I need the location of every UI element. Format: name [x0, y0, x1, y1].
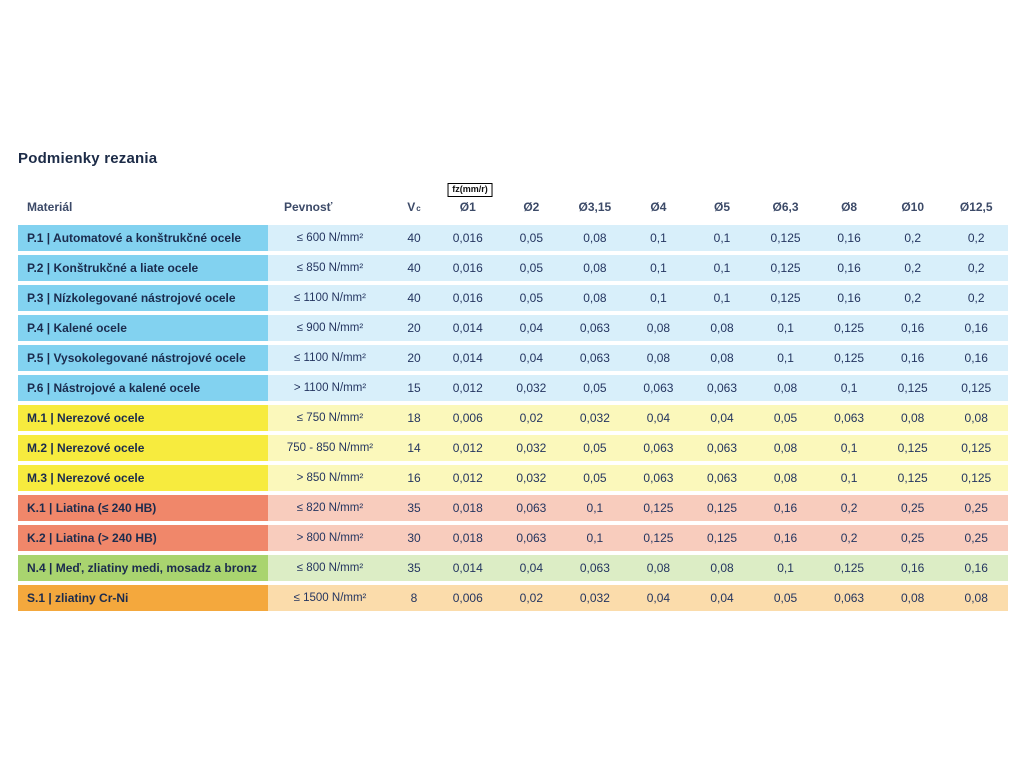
feed-value-cell: 0,1: [817, 435, 881, 461]
feed-value-cell: 0,006: [436, 585, 500, 611]
vc-cell: 20: [392, 345, 436, 371]
feed-value-cell: 0,05: [754, 585, 818, 611]
feed-value-cell: 0,125: [944, 435, 1008, 461]
feed-value-cell: 0,012: [436, 465, 500, 491]
feed-value-cell: 0,16: [881, 315, 945, 341]
feed-value-cell: 0,2: [881, 255, 945, 281]
header-vc: [392, 183, 436, 217]
strength-cell: ≤ 900 N/mm²: [268, 315, 392, 341]
header-diameter-2: Ø2: [523, 200, 540, 214]
strength-cell: ≤ 850 N/mm²: [268, 255, 392, 281]
header-diameter-6: Ø6,3: [772, 200, 799, 214]
table-row: [18, 435, 1008, 461]
vc-cell: 18: [392, 405, 436, 431]
material-cell: P.1 | Automatové a konštrukčné ocele: [18, 225, 268, 251]
table-row: [18, 525, 1008, 551]
strength-cell: ≤ 1500 N/mm²: [268, 585, 392, 611]
feed-value-cell: 0,1: [754, 315, 818, 341]
header-material: Materiál: [27, 200, 73, 214]
header-diameter-3: Ø3,15: [578, 200, 612, 214]
feed-value-cell: 0,016: [436, 225, 500, 251]
feed-value-cell: 0,125: [690, 495, 754, 521]
feed-value-cell: 0,032: [500, 375, 564, 401]
feed-value-cell: 0,1: [563, 525, 627, 551]
feed-value-cell: 0,032: [563, 585, 627, 611]
feed-value-cell: 0,16: [754, 525, 818, 551]
table-row: [18, 555, 1008, 581]
feed-value-cell: 0,063: [817, 405, 881, 431]
feed-value-cell: 0,08: [881, 405, 945, 431]
material-cell: M.3 | Nerezové ocele: [18, 465, 268, 491]
feed-value-cell: 0,2: [881, 225, 945, 251]
feed-value-cell: 0,08: [563, 255, 627, 281]
feed-value-cell: 0,032: [563, 405, 627, 431]
feed-value-cell: 0,08: [627, 555, 691, 581]
feed-value-cell: 0,05: [563, 435, 627, 461]
header-diameter-label: Ø1: [459, 200, 476, 214]
table-row: [18, 315, 1008, 341]
feed-value-cell: 0,063: [500, 525, 564, 551]
header-diameter-5: Ø5: [713, 200, 730, 214]
feed-value-cell: 0,08: [627, 315, 691, 341]
material-cell: P.5 | Vysokolegované nástrojové ocele: [18, 345, 268, 371]
strength-cell: > 1100 N/mm²: [268, 375, 392, 401]
feed-value-cell: 0,014: [436, 315, 500, 341]
feed-value-cell: 0,125: [754, 255, 818, 281]
feed-value-cell: 0,08: [754, 465, 818, 491]
feed-value-cell: 0,02: [500, 405, 564, 431]
feed-value-cell: 0,25: [944, 495, 1008, 521]
feed-value-cell: 0,016: [436, 255, 500, 281]
header-strength: Pevnosť: [284, 200, 333, 214]
feed-value-cell: 0,08: [690, 345, 754, 371]
vc-cell: 8: [392, 585, 436, 611]
vc-cell: 16: [392, 465, 436, 491]
feed-value-cell: 0,014: [436, 555, 500, 581]
feed-value-cell: 0,16: [944, 555, 1008, 581]
feed-value-cell: 0,16: [881, 555, 945, 581]
feed-value-cell: 0,16: [881, 345, 945, 371]
feed-value-cell: 0,02: [500, 585, 564, 611]
feed-value-cell: 0,04: [627, 585, 691, 611]
feed-value-cell: 0,125: [754, 225, 818, 251]
feed-value-cell: 0,125: [817, 345, 881, 371]
feed-value-cell: 0,04: [500, 555, 564, 581]
feed-value-cell: 0,04: [690, 585, 754, 611]
feed-value-cell: 0,032: [500, 435, 564, 461]
feed-value-cell: 0,2: [944, 225, 1008, 251]
feed-value-cell: 0,012: [436, 375, 500, 401]
feed-value-cell: 0,018: [436, 525, 500, 551]
header-diameter-9: Ø12,5: [959, 200, 993, 214]
feed-value-cell: 0,04: [500, 315, 564, 341]
table-row: [18, 585, 1008, 611]
feed-value-cell: 0,05: [500, 255, 564, 281]
feed-value-cell: 0,012: [436, 435, 500, 461]
feed-value-cell: 0,25: [881, 495, 945, 521]
vc-cell: 20: [392, 315, 436, 341]
feed-value-cell: 0,08: [690, 315, 754, 341]
feed-value-cell: 0,063: [690, 435, 754, 461]
feed-value-cell: 0,125: [627, 495, 691, 521]
feed-value-cell: 0,063: [563, 315, 627, 341]
feed-value-cell: 0,16: [817, 225, 881, 251]
feed-value-cell: 0,1: [690, 255, 754, 281]
feed-value-cell: 0,05: [500, 225, 564, 251]
feed-value-cell: 0,08: [563, 285, 627, 311]
feed-value-cell: 0,2: [881, 285, 945, 311]
cutting-conditions-table: [18, 183, 1008, 611]
feed-value-cell: 0,16: [944, 345, 1008, 371]
feed-value-cell: 0,08: [754, 375, 818, 401]
material-cell: K.2 | Liatina (> 240 HB): [18, 525, 268, 551]
feed-value-cell: 0,063: [627, 375, 691, 401]
table-row: [18, 255, 1008, 281]
vc-cell: 35: [392, 495, 436, 521]
vc-cell: 15: [392, 375, 436, 401]
vc-cell: 40: [392, 225, 436, 251]
material-cell: S.1 | zliatiny Cr-Ni: [18, 585, 268, 611]
feed-value-cell: 0,1: [817, 375, 881, 401]
feed-value-cell: 0,04: [690, 405, 754, 431]
table-row: [18, 495, 1008, 521]
feed-value-cell: 0,25: [881, 525, 945, 551]
feed-value-cell: 0,2: [817, 525, 881, 551]
table-row: [18, 345, 1008, 371]
feed-value-cell: 0,063: [563, 555, 627, 581]
material-cell: P.4 | Kalené ocele: [18, 315, 268, 341]
material-cell: P.3 | Nízkolegované nástrojové ocele: [18, 285, 268, 311]
feed-value-cell: 0,063: [627, 465, 691, 491]
vc-cell: 35: [392, 555, 436, 581]
feed-value-cell: 0,08: [563, 225, 627, 251]
vc-cell: 40: [392, 285, 436, 311]
material-cell: P.2 | Konštrukčné a liate ocele: [18, 255, 268, 281]
feed-value-cell: 0,063: [690, 465, 754, 491]
strength-cell: ≤ 1100 N/mm²: [268, 285, 392, 311]
feed-value-cell: 0,16: [754, 495, 818, 521]
feed-value-cell: 0,08: [754, 435, 818, 461]
strength-cell: ≤ 600 N/mm²: [268, 225, 392, 251]
header-diameter-8: Ø10: [901, 200, 924, 214]
feed-value-cell: 0,2: [817, 495, 881, 521]
table-row: [18, 465, 1008, 491]
strength-cell: ≤ 800 N/mm²: [268, 555, 392, 581]
strength-cell: ≤ 1100 N/mm²: [268, 345, 392, 371]
feed-value-cell: 0,125: [627, 525, 691, 551]
feed-value-cell: 0,08: [944, 405, 1008, 431]
strength-cell: ≤ 750 N/mm²: [268, 405, 392, 431]
feed-value-cell: 0,125: [817, 555, 881, 581]
feed-value-cell: 0,04: [627, 405, 691, 431]
material-cell: N.4 | Meď, zliatiny medi, mosadz a bronz: [18, 555, 268, 581]
table-row: [18, 285, 1008, 311]
strength-cell: > 850 N/mm²: [268, 465, 392, 491]
feed-value-cell: 0,1: [627, 255, 691, 281]
feed-value-cell: 0,05: [563, 465, 627, 491]
feed-value-cell: 0,05: [563, 375, 627, 401]
table-body: [18, 225, 1008, 611]
feed-value-cell: 0,2: [944, 285, 1008, 311]
feed-value-cell: 0,125: [944, 465, 1008, 491]
material-cell: K.1 | Liatina (≤ 240 HB): [18, 495, 268, 521]
feed-value-cell: 0,063: [563, 345, 627, 371]
vc-cell: 14: [392, 435, 436, 461]
feed-value-cell: 0,063: [627, 435, 691, 461]
feed-value-cell: 0,16: [817, 285, 881, 311]
feed-value-cell: 0,1: [627, 225, 691, 251]
feed-value-cell: 0,08: [944, 585, 1008, 611]
feed-value-cell: 0,04: [500, 345, 564, 371]
feed-value-cell: 0,014: [436, 345, 500, 371]
table-header-row: [18, 183, 1008, 217]
feed-value-cell: 0,08: [881, 585, 945, 611]
vc-cell: 30: [392, 525, 436, 551]
feed-value-cell: 0,063: [500, 495, 564, 521]
vc-cell: 40: [392, 255, 436, 281]
feed-value-cell: 0,08: [690, 555, 754, 581]
feed-value-cell: 0,125: [881, 375, 945, 401]
strength-cell: ≤ 820 N/mm²: [268, 495, 392, 521]
page-title: Podmienky rezania: [18, 150, 158, 167]
feed-value-cell: 0,125: [881, 465, 945, 491]
feed-value-cell: 0,1: [690, 225, 754, 251]
table-row: [18, 405, 1008, 431]
feed-value-cell: 0,125: [881, 435, 945, 461]
feed-value-cell: 0,006: [436, 405, 500, 431]
feed-value-cell: 0,16: [817, 255, 881, 281]
feed-value-cell: 0,1: [754, 555, 818, 581]
header-vc-subscript: c: [416, 204, 421, 213]
header-vc-main: V: [407, 200, 416, 214]
feed-value-cell: 0,018: [436, 495, 500, 521]
material-cell: M.2 | Nerezové ocele: [18, 435, 268, 461]
feed-value-cell: 0,125: [817, 315, 881, 341]
header-diameter-7: Ø8: [841, 200, 858, 214]
feed-value-cell: 0,016: [436, 285, 500, 311]
feed-value-cell: 0,125: [754, 285, 818, 311]
feed-value-cell: 0,032: [500, 465, 564, 491]
feed-value-cell: 0,16: [944, 315, 1008, 341]
strength-cell: 750 - 850 N/mm²: [268, 435, 392, 461]
fz-unit-label: fz(mm/r): [447, 183, 493, 197]
feed-value-cell: 0,1: [627, 285, 691, 311]
feed-value-cell: 0,1: [690, 285, 754, 311]
feed-value-cell: 0,125: [944, 375, 1008, 401]
feed-value-cell: 0,08: [627, 345, 691, 371]
feed-value-cell: 0,05: [754, 405, 818, 431]
feed-value-cell: 0,25: [944, 525, 1008, 551]
feed-value-cell: 0,1: [817, 465, 881, 491]
header-diameter-1: [436, 183, 500, 217]
feed-value-cell: 0,063: [690, 375, 754, 401]
table-row: [18, 225, 1008, 251]
material-cell: M.1 | Nerezové ocele: [18, 405, 268, 431]
feed-value-cell: 0,1: [754, 345, 818, 371]
feed-value-cell: 0,125: [690, 525, 754, 551]
feed-value-cell: 0,05: [500, 285, 564, 311]
feed-value-cell: 0,1: [563, 495, 627, 521]
strength-cell: > 800 N/mm²: [268, 525, 392, 551]
header-diameter-4: Ø4: [650, 200, 667, 214]
material-cell: P.6 | Nástrojové a kalené ocele: [18, 375, 268, 401]
feed-value-cell: 0,2: [944, 255, 1008, 281]
feed-value-cell: 0,063: [817, 585, 881, 611]
table-row: [18, 375, 1008, 401]
